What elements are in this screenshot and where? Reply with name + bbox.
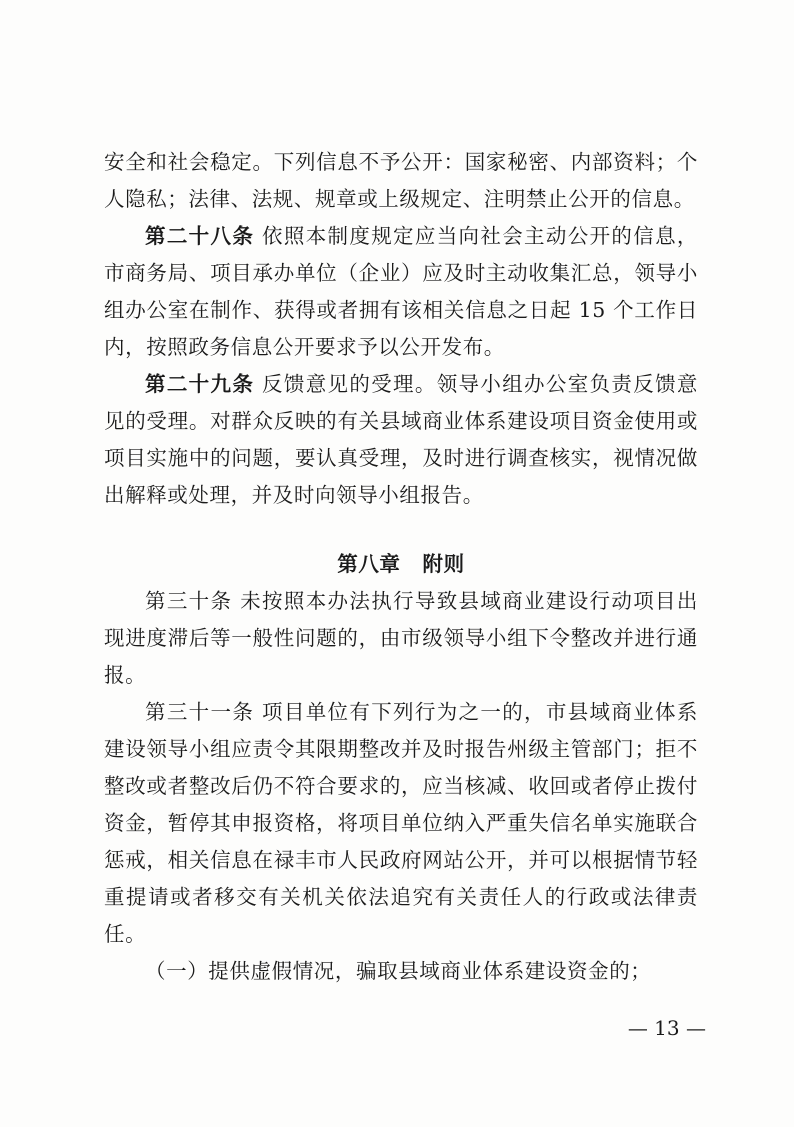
page-number: — 13 — xyxy=(627,1016,706,1040)
chapter-title: 附则 xyxy=(422,552,465,576)
chapter-heading xyxy=(104,546,698,583)
paragraph-text: 第三十条 未按照本办法执行导致县域商业建设行动项目出现进度滞后等一般性问题的，由市级领导小组下令整改并进行通报。 xyxy=(104,589,698,687)
article-number: 第二十九条 xyxy=(145,372,255,396)
article-28 xyxy=(104,218,698,366)
document-body xyxy=(104,144,698,990)
paragraph-text: 安全和社会稳定。下列信息不予公开：国家秘密、内部资料；个人隐私；法律、法规、规章或上级规定、注明禁止公开的信息。 xyxy=(104,150,698,211)
list-item-1 xyxy=(104,953,698,990)
chapter-number: 第八章 xyxy=(337,552,401,576)
paragraph-text: 反馈意见的受理。领导小组办公室负责反馈意见的受理。对群众反映的有关县域商业体系建设项目资金使用或项目实施中的问题，要认真受理，及时进行调查核实，视情况做出解释或处理，并及时向领导小组报告。 xyxy=(104,372,699,507)
paragraph-text: 第三十一条 项目单位有下列行为之一的，市县域商业体系建设领导小组应责令其限期整改并及时报告州级主管部门；拒不整改或者整改后仍不符合要求的，应当核减、收回或者停止拨付资金，暂停其申报资格，将项目单位纳入严重失信名单实施联合惩戒，相关信息在禄丰市人民政府网站公开，并可以根据情节轻重提请或者移交有关机关依法追究有关责任人的行政或法律责任。 xyxy=(104,700,698,946)
paragraph-text: 依照本制度规定应当向社会主动公开的信息，市商务局、项目承办单位（企业）应及时主动收集汇总，领导小组办公室在制作、获得或者拥有该相关信息之日起 15 个工作日内，按照政务信息公开要求予以公开发布。 xyxy=(104,224,699,359)
article-number: 第二十八条 xyxy=(145,224,255,248)
paragraph-text: （一）提供虚假情况，骗取县域商业体系建设资金的； xyxy=(145,959,652,983)
article-29 xyxy=(104,366,698,514)
article-30 xyxy=(104,583,698,694)
article-31 xyxy=(104,694,698,953)
paragraph-continuation xyxy=(104,144,698,218)
